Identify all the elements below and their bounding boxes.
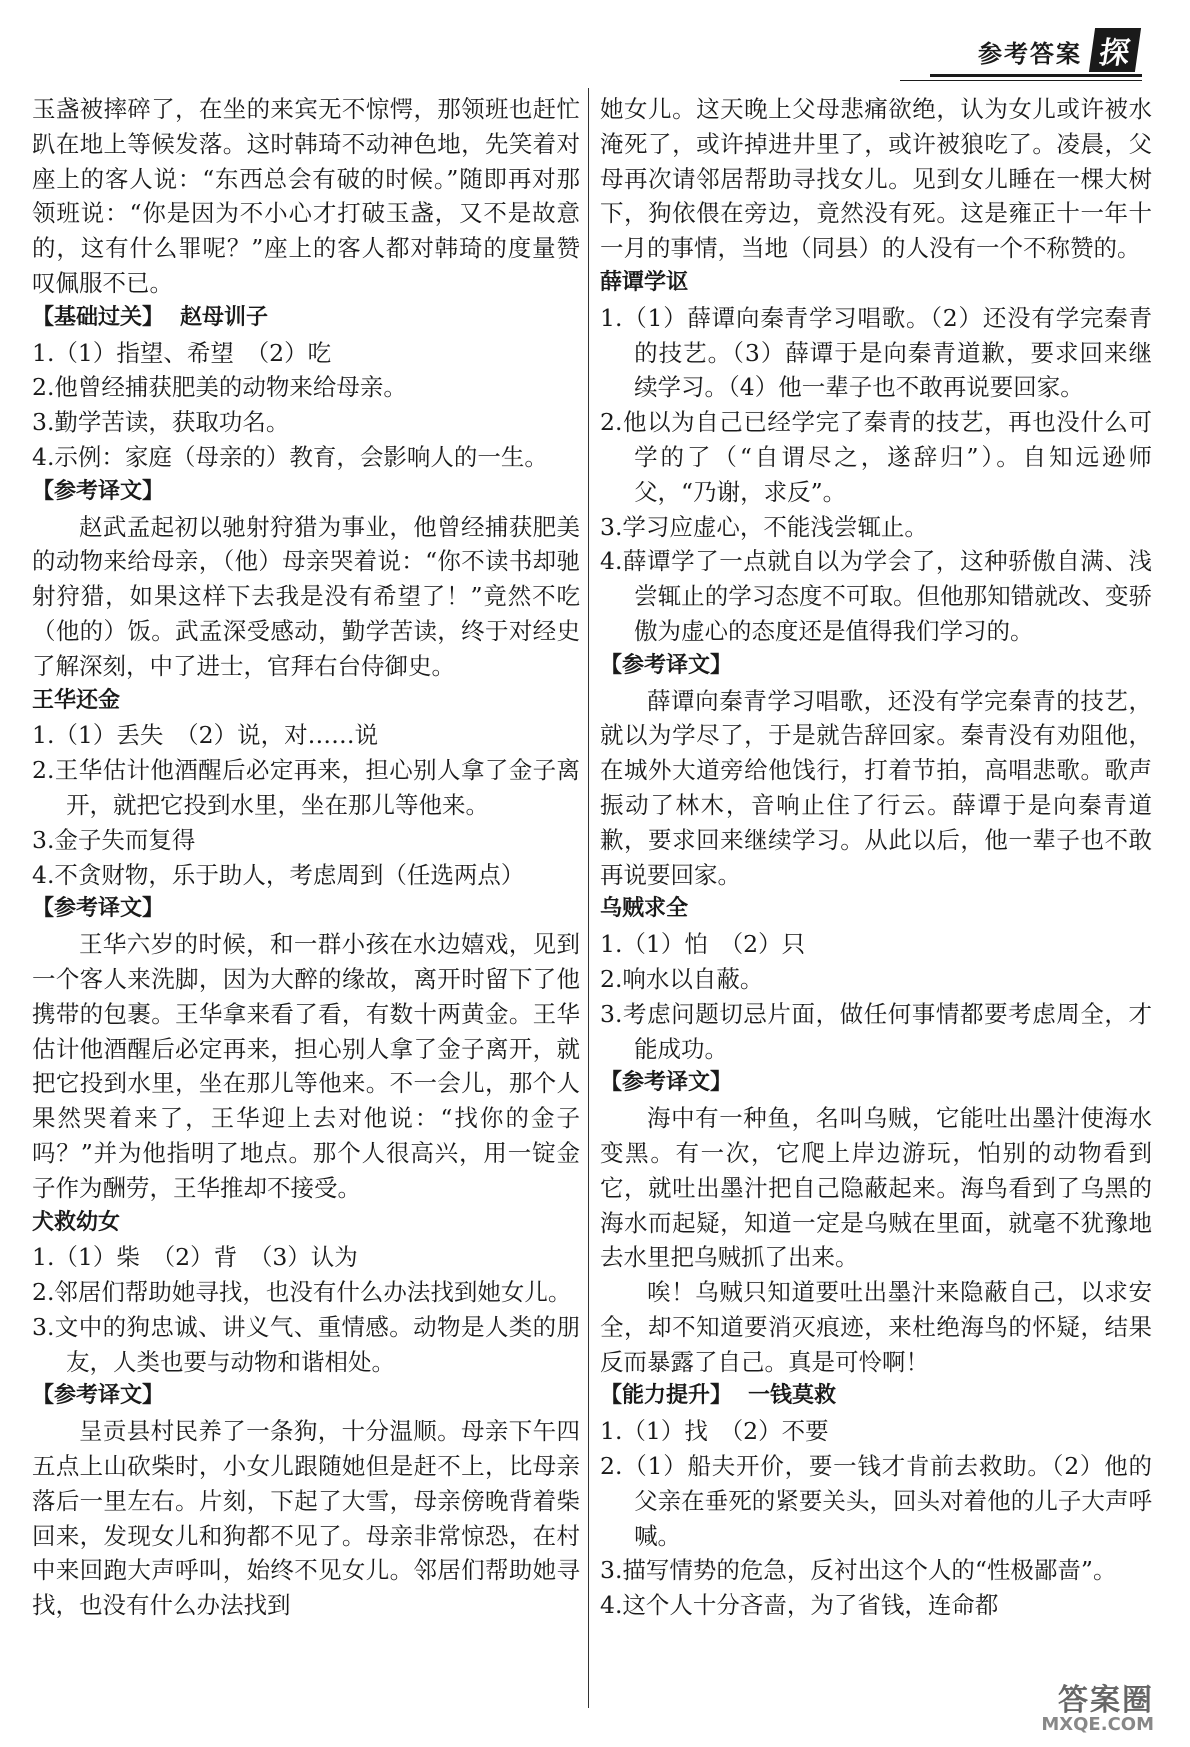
answer-item: 2.王华估计他酒醒后必定再来，担心别人拿了金子离开，就把它投到水里，坐在那儿等他来。 — [32, 756, 580, 819]
translation-paragraph: 王华六岁的时候，和一群小孩在水边嬉戏，见到一个客人来洗脚，因为大醉的缘故，离开时留下了他携带的包裹。王华拿来看了看，有数十两黄金。王华估计他酒醒后必定再来，担心别人拿了金子离开，就把它投到水里，坐在那儿等他来。不一会儿，那个人果然哭着来了，王华迎上去对他说：“找你的金子吗？”并为他指明了地点。那个人很高兴，用一锭金子作为酬劳，王华推却不接受。 — [32, 930, 580, 1202]
section-heading — [600, 1066, 1152, 1101]
answer-item: 3.描写情势的危急，反衬出这个人的“性极鄙啬”。 — [600, 1556, 1117, 1585]
section-label: 【参考译文】 — [32, 1383, 165, 1409]
section-title: 薛谭学讴 — [600, 269, 689, 295]
translation-paragraph: 呈贡县村民养了一条狗，十分温顺。母亲下午四五点上山砍柴时，小女儿跟随她但是赶不上，比母亲落后一里左右。片刻，下起了大雪，母亲傍晚背着柴回来，发现女儿和狗都不见了。母亲非常惊恐，在村中来回跑大声呼叫，始终不见女儿。邻居们帮助她寻找，也没有什么办法找到 — [32, 1417, 580, 1620]
column-divider — [588, 88, 589, 1708]
section-label: 【参考译文】 — [600, 1070, 733, 1096]
answer-item: 4.薛谭学了一点就自以为学会了，这种骄傲自满、浅尝辄止的学习态度不可取。但他那知错就改、变骄傲为虚心的态度还是值得我们学习的。 — [600, 547, 1152, 645]
section-heading — [32, 684, 580, 719]
section-label: 【能力提升】 — [600, 1383, 733, 1409]
section-title: 乌贼求全 — [600, 896, 689, 922]
answer-item: 3.学习应虚心，不能浅尝辄止。 — [600, 512, 928, 541]
translation-paragraph: 唉！乌贼只知道要吐出墨汁来隐蔽自己，以求安全，却不知道要消灭痕迹，来杜绝海鸟的怀疑，结果反而暴露了自己。真是可怜啊！ — [600, 1278, 1152, 1376]
page-header — [0, 0, 1190, 80]
section-heading — [32, 1379, 580, 1414]
translation-paragraph: 她女儿。这天晚上父母悲痛欲绝，认为女儿或许被水淹死了，或许掉进井里了，或许被狼吃了。凌晨，父母再次请邻居帮助寻找女儿。见到女儿睡在一棵大树下，狗依偎在旁边，竟然没有死。这是雍正十一年十一月的事情，当地（同县）的人没有一个不称赞的。 — [600, 95, 1152, 263]
answer-item: 1.（1）薛谭向秦青学习唱歌。（2）还没有学完秦青的技艺。（3）薛谭于是向秦青道歉，要求回来继续学习。（4）他一辈子也不敢再说要回家。 — [600, 303, 1152, 402]
section-heading — [600, 266, 1152, 301]
header-logo-icon: 探 — [1089, 28, 1141, 72]
answer-item: 1.（1）柴 （2）背 （3）认为 — [32, 1243, 358, 1272]
section-title: 犬救幼女 — [32, 1209, 121, 1235]
answer-item: 4.示例：家庭（母亲的）教育，会影响人的一生。 — [32, 442, 548, 471]
answer-item: 3.金子失而复得 — [32, 825, 196, 854]
answer-item: 4.这个人十分吝啬，为了省钱，连命都 — [600, 1591, 999, 1620]
header-rule — [930, 74, 1142, 77]
header-rule-thin — [900, 80, 1142, 81]
answer-item: 2.（1）船夫开价，要一钱才肯前去救助。（2）他的父亲在垂死的紧要关头，回头对着他的儿子大声呼喊。 — [600, 1452, 1152, 1550]
header-title: 参考答案 — [978, 40, 1082, 68]
answer-item: 1.（1）丢失 （2）说，对……说 — [32, 721, 379, 750]
section-label: 【参考译文】 — [600, 652, 733, 678]
section-heading — [32, 892, 580, 927]
section-title: 赵母训子 — [180, 304, 269, 330]
section-title: 一钱莫救 — [748, 1383, 837, 1409]
section-label: 【基础过关】 — [32, 304, 165, 330]
section-heading — [32, 475, 580, 510]
section-label: 【参考译文】 — [32, 478, 165, 504]
section-heading — [600, 649, 1152, 684]
answer-item: 2.他曾经捕获肥美的动物来给母亲。 — [32, 373, 407, 402]
answer-item: 1.（1）找 （2）不要 — [600, 1417, 829, 1446]
translation-paragraph: 玉盏被摔碎了，在坐的来宾无不惊愕，那领班也赶忙趴在地上等候发落。这时韩琦不动神色地，先笑着对座上的客人说：“东西总会有破的时候。”随即再对那领班说：“你是因为不小心才打破玉盏，又不是故意的，这有什么罪呢？”座上的客人都对韩琦的度量赞叹佩服不已。 — [32, 95, 580, 297]
answer-item: 2.响水以自蔽。 — [600, 964, 764, 993]
translation-paragraph: 薛谭向秦青学习唱歌，还没有学完秦青的技艺，就以为学尽了，于是就告辞回家。秦青没有劝阻他，在城外大道旁给他饯行，打着节拍，高唱悲歌。歌声振动了林木，音响止住了行云。薛谭于是向秦青道歉，要求回来继续学习。从此以后，他一辈子也不敢再说要回家。 — [600, 686, 1152, 889]
answer-item: 1.（1）指望、希望 （2）吃 — [32, 338, 332, 367]
translation-paragraph: 赵武孟起初以驰射狩猎为事业，他曾经捕获肥美的动物来给母亲，（他）母亲哭着说：“你不读书却驰射狩猎，如果这样下去我是没有希望了！”竟然不吃（他的）饭。武孟深受感动，勤学苦读，终于对经史了解深刻，中了进士，官拜右台侍御史。 — [32, 512, 580, 680]
section-heading — [32, 1206, 580, 1241]
section-label: 【参考译文】 — [32, 896, 165, 922]
answer-item: 2.邻居们帮助她寻找，也没有什么办法找到她女儿。 — [32, 1278, 572, 1307]
translation-paragraph: 海中有一种鱼，名叫乌贼，它能吐出墨汁使海水变黑。有一次，它爬上岸边游玩，怕别的动物看到它，就吐出墨汁把自己隐蔽起来。海鸟看到了乌黑的海水而起疑，知道一定是乌贼在里面，就毫不犹豫地去水里把乌贼抓了出来。 — [600, 1104, 1152, 1272]
answer-item: 1.（1）怕 （2）只 — [600, 930, 806, 959]
answer-item: 3.考虑问题切忌片面，做任何事情都要考虑周全，才能成功。 — [600, 999, 1152, 1063]
watermark-main: 答案圈 — [1058, 1683, 1154, 1718]
right-column — [600, 92, 1152, 1623]
section-heading — [32, 301, 580, 336]
answer-item: 2.他以为自己已经学完了秦青的技艺，再也没什么可学的了（“自谓尽之，遂辞归”）。自知远逊师父，“乃谢，求反”。 — [600, 408, 1152, 506]
answer-item: 3.勤学苦读，获取功名。 — [32, 408, 290, 437]
watermark — [1041, 1683, 1154, 1737]
section-title: 王华还金 — [32, 687, 121, 713]
section-heading — [600, 1379, 1152, 1414]
watermark-domain: MXQE.COM — [1041, 1714, 1154, 1735]
left-column — [32, 92, 580, 1623]
answer-item: 4.不贪财物，乐于助人，考虑周到（任选两点） — [32, 860, 525, 889]
answer-item: 3.文中的狗忠诚、讲义气、重情感。动物是人类的朋友，人类也要与动物和谐相处。 — [32, 1312, 580, 1376]
section-heading — [600, 892, 1152, 927]
